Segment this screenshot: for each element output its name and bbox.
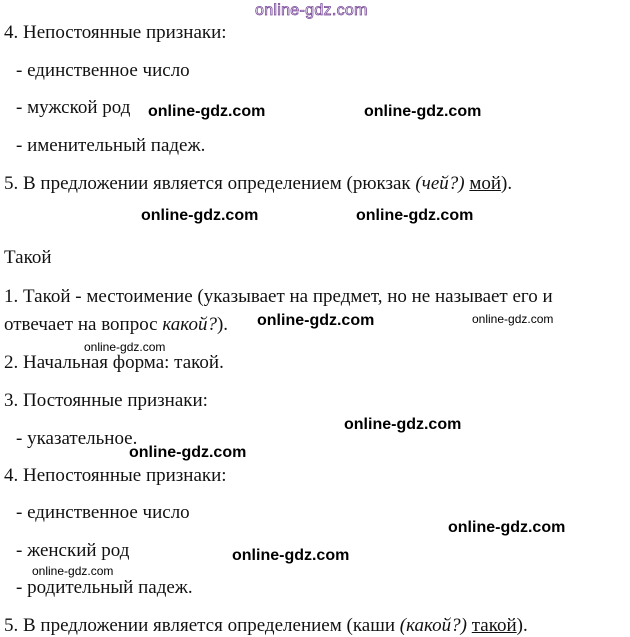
list-item: - именительный падеж. <box>16 135 206 156</box>
list-item: - женский род <box>16 540 130 561</box>
watermark: online-gdz.com <box>148 103 266 120</box>
watermark: online-gdz.com <box>344 416 462 433</box>
list-item: - мужской род <box>16 97 131 118</box>
sentence-role-text: 5. В предложении является определением (каши <box>4 615 400 636</box>
list-item: - указательное. <box>16 428 138 449</box>
heading-nonconstant-features-1: 4. Непостоянные признаки: <box>4 22 227 43</box>
paragraph-suffix: ). <box>216 314 229 335</box>
watermark: online-gdz.com <box>356 207 474 224</box>
paragraph-text: отвечает на вопрос <box>4 314 163 335</box>
watermark-top: online-gdz.com <box>255 2 368 19</box>
underlined-word: мой <box>469 173 502 194</box>
underlined-word: такой <box>471 615 517 636</box>
watermark: online-gdz.com <box>129 444 247 461</box>
paragraph-5 <box>4 615 528 637</box>
watermark: online-gdz.com <box>32 564 114 578</box>
section-title: Такой <box>4 247 52 268</box>
watermark: online-gdz.com <box>257 312 375 329</box>
paragraph-3: 3. Постоянные признаки: <box>4 390 208 411</box>
watermark: online-gdz.com <box>84 340 166 354</box>
list-item: - родительный падеж. <box>16 577 193 598</box>
watermark: online-gdz.com <box>141 207 259 224</box>
question-text: (какой?) <box>399 615 467 636</box>
paragraph-1-line-2 <box>4 314 228 336</box>
paragraph-2: 2. Начальная форма: такой. <box>4 352 224 373</box>
list-item: - единственное число <box>16 60 190 81</box>
paragraph-1-line-1: 1. Такой - местоимение (указывает на предмет, но не называет его и <box>4 286 553 307</box>
watermark: online-gdz.com <box>472 312 554 326</box>
watermark: online-gdz.com <box>448 519 566 536</box>
watermark: online-gdz.com <box>364 103 482 120</box>
sentence-role-suffix: ). <box>501 173 513 194</box>
watermark: online-gdz.com <box>232 547 350 564</box>
paragraph-4: 4. Непостоянные признаки: <box>4 465 227 486</box>
sentence-role-1 <box>4 173 512 195</box>
question-text: (чей?) <box>415 173 465 194</box>
list-item: - единственное число <box>16 502 190 523</box>
sentence-role-text: 5. В предложении является определением (рюкзак <box>4 173 416 194</box>
sentence-role-suffix: ). <box>516 615 528 636</box>
question-text: какой? <box>162 314 217 335</box>
